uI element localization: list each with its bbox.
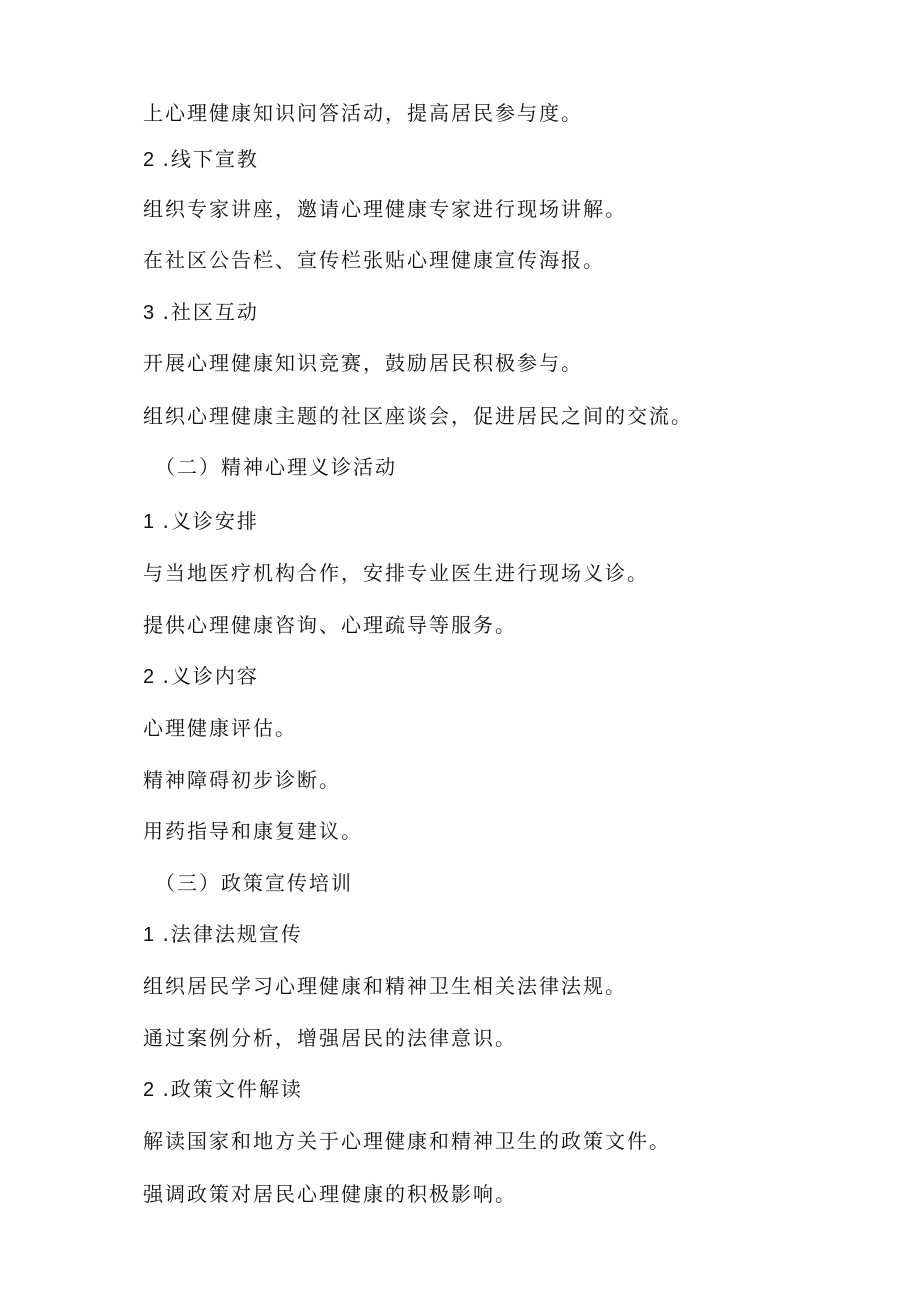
subheading-number: 2 (143, 149, 155, 171)
body-text-line: 强调政策对居民心理健康的积极影响。 (143, 1182, 517, 1206)
body-text-line: 与当地医疗机构合作，安排专业医生进行现场义诊。 (143, 561, 649, 585)
section-heading-clinic: （二）精神心理义诊活动 (155, 455, 397, 479)
subheading-number: 2 (143, 1079, 155, 1101)
body-text-line: 心理健康评估。 (143, 716, 297, 740)
body-text-line: 上心理健康知识问答活动，提高居民参与度。 (143, 101, 583, 125)
body-text-line: 通过案例分析，增强居民的法律意识。 (143, 1026, 517, 1050)
subheading-community (143, 299, 259, 326)
subheading-law-promotion (143, 921, 303, 948)
subheading-clinic-arrangement (143, 508, 259, 535)
body-text-line: 提供心理健康咨询、心理疏导等服务。 (143, 613, 517, 637)
body-text-line: 在社区公告栏、宣传栏张贴心理健康宣传海报。 (143, 248, 605, 272)
subheading-label: .法律法规宣传 (154, 922, 303, 946)
subheading-label: .社区互动 (154, 300, 259, 324)
subheading-number: 2 (143, 666, 155, 688)
subheading-label: .义诊内容 (154, 664, 259, 688)
section-heading-policy: （三）政策宣传培训 (155, 871, 353, 895)
subheading-online-offline (143, 146, 259, 173)
subheading-label: .政策文件解读 (154, 1077, 303, 1101)
subheading-label: .义诊安排 (154, 509, 259, 533)
body-text-line: 解读国家和地方关于心理健康和精神卫生的政策文件。 (143, 1129, 671, 1153)
subheading-clinic-content (143, 663, 259, 690)
body-text-line: 用药指导和康复建议。 (143, 819, 363, 843)
body-text-line: 开展心理健康知识竞赛，鼓励居民积极参与。 (143, 351, 583, 375)
body-text-line: 精神障碍初步诊断。 (143, 768, 341, 792)
subheading-number: 3 (143, 302, 155, 324)
subheading-number: 1 (143, 511, 155, 533)
body-text-line: 组织居民学习心理健康和精神卫生相关法律法规。 (143, 974, 627, 998)
body-text-line: 组织专家讲座，邀请心理健康专家进行现场讲解。 (143, 197, 627, 221)
subheading-number: 1 (143, 924, 155, 946)
subheading-policy-interpretation (143, 1076, 303, 1103)
body-text-line: 组织心理健康主题的社区座谈会，促进居民之间的交流。 (143, 404, 693, 428)
subheading-label: .线下宣教 (154, 147, 259, 171)
